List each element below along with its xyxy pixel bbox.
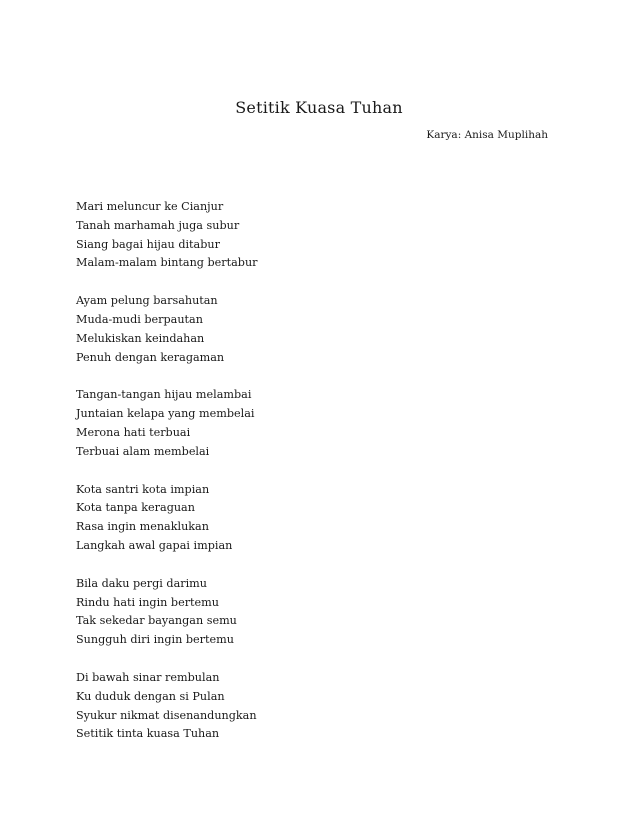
poem-line: Malam-malam bintang bertabur	[76, 256, 258, 270]
poem-line: Ku duduk dengan si Pulan	[76, 689, 225, 703]
poem-line: Penuh dengan keragaman	[76, 350, 225, 364]
stanza-2	[76, 292, 556, 367]
poem-line: Sungguh diri ingin bertemu	[76, 633, 234, 647]
poem-body	[76, 198, 556, 763]
poem-line: Muda-mudi berpautan	[76, 312, 203, 326]
poem-line: Tangan-tangan hijau melambai	[76, 388, 252, 402]
poem-line: Syukur nikmat disenandungkan	[76, 708, 257, 722]
poem-line: Kota tanpa keraguan	[76, 501, 195, 515]
poem-line: Setitik tinta kuasa Tuhan	[76, 727, 220, 741]
stanza-5	[76, 575, 556, 650]
poem-title: Setitik Kuasa Tuhan	[235, 98, 403, 117]
poem-line: Juntaian kelapa yang membelai	[76, 407, 255, 421]
poem-line: Merona hati terbuai	[76, 425, 191, 439]
poem-line: Mari meluncur ke Cianjur	[76, 200, 224, 213]
poem-line: Terbuai alam membelai	[76, 444, 210, 458]
stanza-4	[76, 481, 556, 556]
poem-line: Rasa ingin menaklukan	[76, 520, 209, 534]
poem-author: Karya: Anisa Muplihah	[426, 129, 548, 141]
stanza-6	[76, 669, 556, 744]
poem-line: Ayam pelung barsahutan	[76, 294, 218, 308]
poem-line: Rindu hati ingin bertemu	[76, 595, 219, 609]
stanza-1	[76, 198, 556, 273]
poem-line: Tanah marhamah juga subur	[76, 218, 240, 232]
poem-line: Di bawah sinar rembulan	[76, 670, 220, 684]
poem-line: Melukiskan keindahan	[76, 331, 205, 345]
poem-line: Siang bagai hijau ditabur	[76, 237, 220, 251]
poem-line: Tak sekedar bayangan semu	[76, 614, 237, 628]
poem-line: Bila daku pergi darimu	[76, 576, 207, 590]
poem-line: Kota santri kota impian	[76, 482, 210, 496]
stanza-3	[76, 386, 556, 461]
poem-line: Langkah awal gapai impian	[76, 538, 233, 552]
